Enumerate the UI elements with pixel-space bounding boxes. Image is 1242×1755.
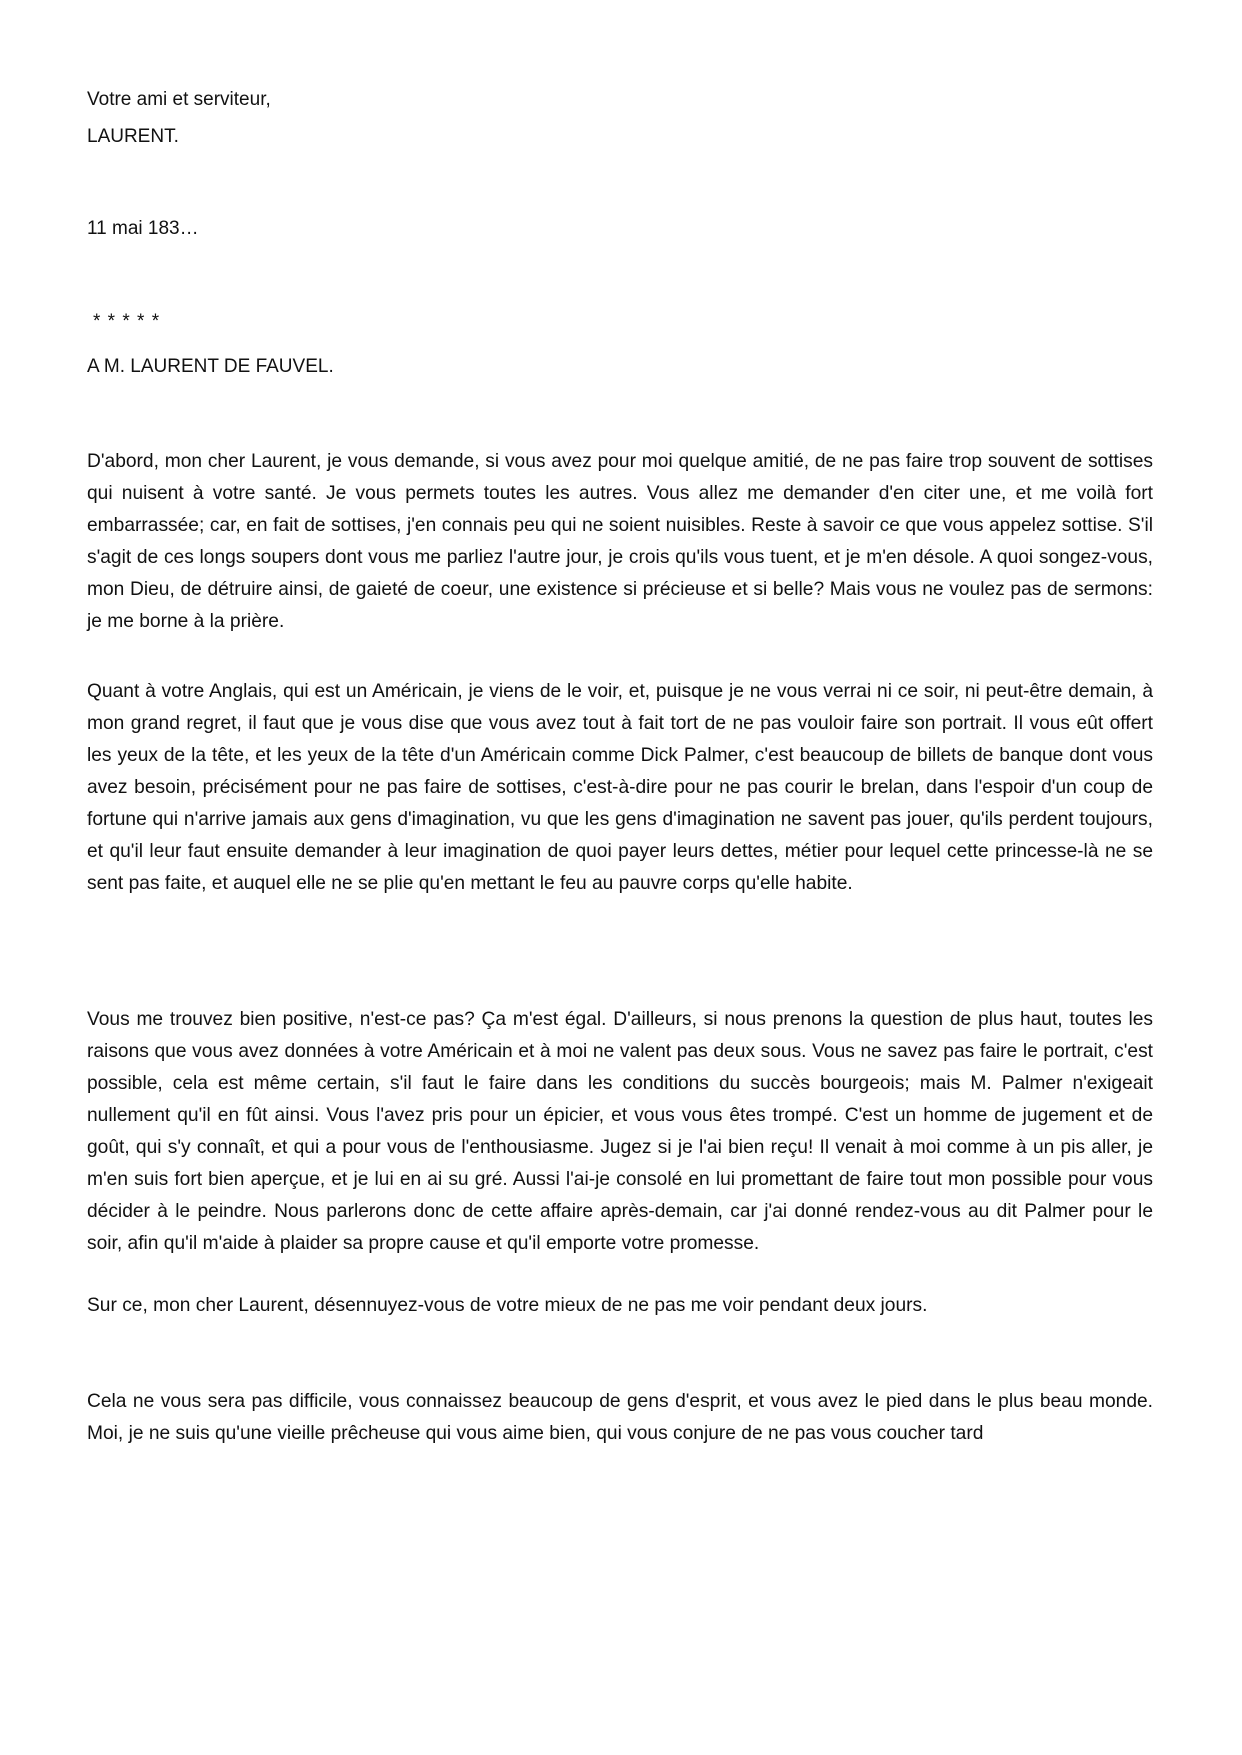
signature: LAURENT. <box>87 126 179 147</box>
paragraph-4: Sur ce, mon cher Laurent, désennuyez-vous de votre mieux de ne pas me voir pendant deux jours. <box>87 1295 928 1316</box>
paragraph-5: Cela ne vous sera pas difficile, vous connaissez beaucoup de gens d'esprit, et vous avez le pied dans le plus beau monde. Moi, je ne suis qu'une vieille prêcheuse qui vous aime bien, qui vous conjure de ne pas vous coucher tard <box>87 1391 1153 1444</box>
paragraph-1: D'abord, mon cher Laurent, je vous demande, si vous avez pour moi quelque amitié, de ne pas faire trop souvent de sottises qui nuisent à votre santé. Je vous permets toutes les autres. Vous allez me demander d'en citer une, et me voilà fort embarrassée; car, en fait de sottises, j'en connais peu qui ne soient nuisibles. Reste à savoir ce que vous appelez sottise. S'il s'agit de ces longs soupers dont vous me parliez l'autre jour, je crois qu'ils vous tuent, et je m'en désole. A quoi songez-vous, mon Dieu, de détruire ainsi, de gaieté de coeur, une existence si précieuse et si belle? Mais vous ne voulez pas de sermons: je me borne à la prière. <box>87 451 1153 632</box>
letter-date: 11 mai 183… <box>87 218 199 239</box>
section-separator: * * * * * <box>93 311 161 332</box>
closing-salutation: Votre ami et serviteur, <box>87 89 271 110</box>
addressee: A M. LAURENT DE FAUVEL. <box>87 356 334 377</box>
paragraph-2: Quant à votre Anglais, qui est un Américain, je viens de le voir, et, puisque je ne vous verrai ni ce soir, ni peut-être demain, à mon grand regret, il faut que je vous dise que vous avez tout à fait tort de ne pas vouloir faire son portrait. Il vous eût offert les yeux de la tête, et les yeux de la tête d'un Américain comme Dick Palmer, c'est beaucoup de billets de banque dont vous avez besoin, précisément pour ne pas faire de sottises, c'est-à-dire pour ne pas courir le brelan, dans l'espoir d'un coup de fortune qui n'arrive jamais aux gens d'imagination, vu que les gens d'imagination ne savent pas jouer, qu'ils perdent toujours, et qu'il leur faut ensuite demander à leur imagination de quoi payer leurs dettes, métier pour lequel cette princesse-là ne se sent pas faite, et auquel elle ne se plie qu'en mettant le feu au pauvre corps qu'elle habite. <box>87 681 1153 894</box>
paragraph-3: Vous me trouvez bien positive, n'est-ce pas? Ça m'est égal. D'ailleurs, si nous prenons la question de plus haut, toutes les raisons que vous avez données à votre Américain et à moi ne valent pas deux sous. Vous ne savez pas faire le portrait, c'est possible, cela est même certain, s'il faut le faire dans les conditions du succès bourgeois; mais M. Palmer n'exigeait nullement qu'il en fût ainsi. Vous l'avez pris pour un épicier, et vous vous êtes trompé. C'est un homme de jugement et de goût, qui s'y connaît, et qui a pour vous de l'enthousiasme. Jugez si je l'ai bien reçu! Il venait à moi comme à un pis aller, je m'en suis fort bien aperçue, et je lui en ai su gré. Aussi l'ai-je consolé en lui promettant de faire tout mon possible pour vous décider à le peindre. Nous parlerons donc de cette affaire après-demain, car j'ai donné rendez-vous au dit Palmer pour le soir, afin qu'il m'aide à plaider sa propre cause et qu'il emporte votre promesse. <box>87 1009 1153 1254</box>
